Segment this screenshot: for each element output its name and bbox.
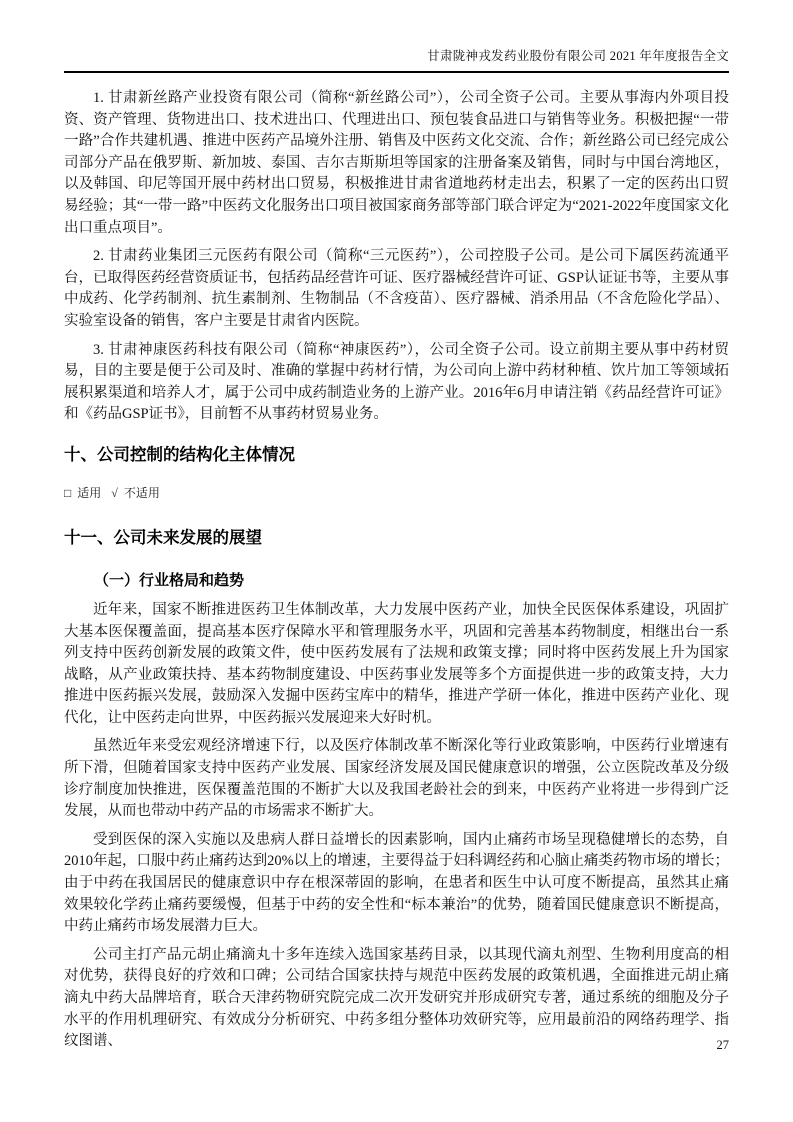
outlook-paragraph-1: 近年来，国家不断推进医药卫生体制改革，大力发展中医药产业，加快全民医保体系建设，巩固扩大基本医保覆盖面，提高基本医疗保障水平和管理服务水平，巩固和完善基本药物制度，相继出台一系列支持中医药创新发展的政策文件，使中医药发展有了法规和政策支撑；同时将中医药发展上升为国家战略，从产业政策扶持、基本药物制度建设、中医药事业发展等多个方面提供进一步的政策支持，大力推进中医药振兴发展，鼓励深入发掘中医药宝库中的精华，推进产学研一体化，推进中医药产业化、现代化，让中医药走向世界，中医药振兴发展迎来大好时机。 (64, 601, 729, 726)
checkbox-unchecked-icon: □ (64, 485, 72, 500)
subsidiary-paragraph-2: 2. 甘肃药业集团三元医药有限公司（简称“三元医药”），公司控股子公司。是公司下属医药流通平台，已取得医药经营资质证书，包括药品经营许可证、医疗器械经营许可证、GSP认证证书等，主要从事中成药、化学药制剂、抗生素制剂、生物制品（不含疫苗）、医疗器械、消杀用品（不含危险化学品）、实验室设备的销售，客户主要是甘肃省内医院。 (64, 248, 729, 329)
subsidiary-paragraph-3: 3. 甘肃神康医药科技有限公司（简称“神康医药”），公司全资子公司。设立前期主要从事中药材贸易，目的主要是便于公司及时、准确的掌握中药材行情，为公司向上游中药材种植、饮片加工等领域拓展积累渠道和培养人才，属于公司中成药制造业务的上游产业。2016年6月申请注销《药品经营许可证》和《药品GSP证书》，目前暂不从事药材贸易业务。 (64, 341, 729, 423)
outlook-paragraph-2: 虽然近年来受宏观经济增速下行，以及医疗体制改革不断深化等行业政策影响，中医药行业增速有所下滑，但随着国家支持中医药产业发展、国家经济发展及国民健康意识的增强，公立医院改革及分级诊疗制度加快推进，医保覆盖范围的不断扩大以及我国老龄社会的到来，中医药产业将进一步得到广泛发展，从而也带动中药产品的市场需求不断扩大。 (64, 738, 729, 820)
applicable-label: 适用 (77, 485, 102, 500)
subsection-1-heading: （一）行业格局和趋势 (94, 571, 245, 589)
report-header-title: 甘肃陇神戎发药业股份有限公司 2021 年年度报告全文 (427, 49, 729, 63)
checkmark-icon: √ (111, 485, 118, 500)
page-number: 27 (716, 1038, 729, 1052)
subsidiary-paragraph-1: 1. 甘肃新丝路产业投资有限公司（简称“新丝路公司”），公司全资子公司。主要从事海内外项目投资、资产管理、货物进出口、技术进出口、代理进出口、预包装食品进口与销售等业务。积极把握“一带一路”合作共建机遇、推进中医药产品境外注册、销售及中医药文化交流、合作；新丝路公司已经完成公司部分产品在俄罗斯、新加坡、泰国、吉尔吉斯斯坦等国家的注册备案及销售，同时与中国台湾地区，以及韩国、印尼等国开展中药材出口贸易，积极推进甘肃省道地药材走出去，积累了一定的医药出口贸易经验；其“一带一路”中医药文化服务出口项目被国家商务部等部门联合评定为“2021-2022年度国家文化出口重点项目”。 (64, 90, 729, 236)
outlook-paragraph-3: 受到医保的深入实施以及患病人群日益增长的因素影响，国内止痛药市场呈现稳健增长的态势，自2010年起，口服中药止痛药达到20%以上的增速，主要得益于妇科调经药和心脑止痛类药物市场的增长；由于中药在我国居民的健康意识中存在根深蒂固的影响，在患者和医生中认可度不断提高，虽然其止痛效果较化学药止痛药要缓慢，但基于中药的安全性和“标本兼治”的优势，随着国民健康意识不断提高，中药止痛药市场发展潜力巨大。 (64, 831, 729, 935)
not-applicable-label: 不适用 (123, 485, 160, 500)
header-divider (64, 71, 729, 73)
section-11-heading: 十一、公司未来发展的展望 (64, 528, 262, 547)
page-header (64, 48, 729, 73)
outlook-paragraph-4: 公司主打产品元胡止痛滴丸十多年连续入选国家基药目录，以其现代滴丸剂型、生物利用度高的相对优势，获得良好的疗效和口碑；公司结合国家扶持与规范中医药发展的政策机遇，全面推进元胡止痛滴丸中药大品牌培育，联合天津药物研究院完成二次开发研究并形成研究专著，通过系统的细胞及分子水平的作用机理研究、有效成分分析研究、中药多组分整体功效研究等，应用最前沿的网络药理学、指纹图谱、 (64, 946, 729, 1050)
section-10-heading: 十、公司控制的结构化主体情况 (64, 445, 295, 464)
page-footer (717, 1038, 730, 1053)
applicability-row (64, 485, 729, 501)
page-content (64, 88, 729, 1053)
